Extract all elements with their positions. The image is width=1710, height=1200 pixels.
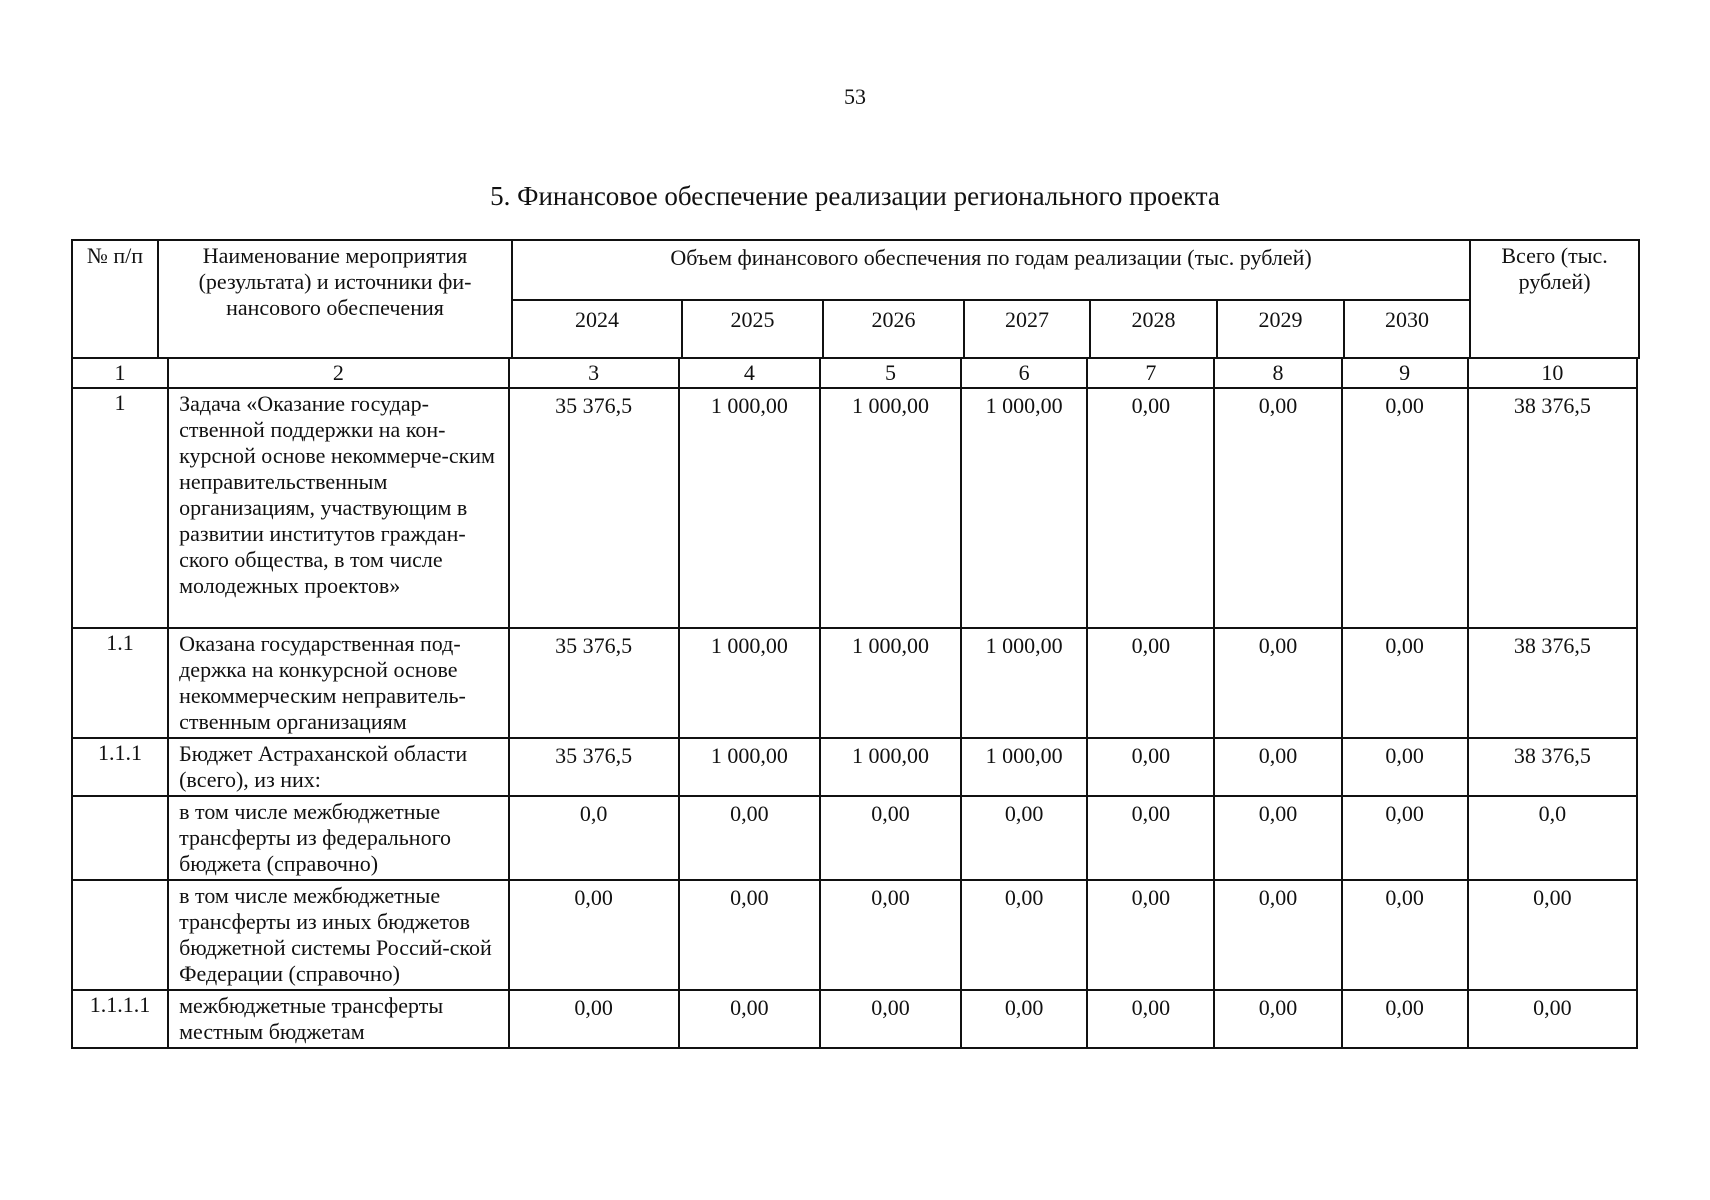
row-num: [72, 880, 168, 990]
row-value-2026: 1 000,00: [820, 628, 961, 738]
header-year: 2030: [1344, 300, 1470, 358]
table-row: [72, 628, 1637, 738]
row-total: 38 376,5: [1468, 628, 1637, 738]
column-number: 8: [1214, 358, 1341, 388]
row-name: Бюджет Астраханской области (всего), из них:: [168, 738, 508, 796]
table-row: [72, 880, 1637, 990]
table-row: [72, 738, 1637, 796]
column-number: 9: [1342, 358, 1468, 388]
row-name: в том числе межбюджетные трансферты из иных бюджетов бюджетной системы Россий-ской Федерации (справочно): [168, 880, 508, 990]
row-value-2029: 0,00: [1214, 738, 1341, 796]
row-value-2024: 0,00: [509, 880, 679, 990]
row-value-2024: 35 376,5: [509, 388, 679, 628]
row-value-2024: 0,0: [509, 796, 679, 880]
row-value-2028: 0,00: [1087, 880, 1214, 990]
row-value-2028: 0,00: [1087, 990, 1214, 1048]
row-value-2027: 1 000,00: [961, 388, 1087, 628]
row-value-2028: 0,00: [1087, 796, 1214, 880]
header-year: 2025: [682, 300, 823, 358]
row-value-2025: 1 000,00: [679, 388, 820, 628]
row-value-2029: 0,00: [1214, 990, 1341, 1048]
row-num: 1.1: [72, 628, 168, 738]
row-value-2030: 0,00: [1342, 738, 1468, 796]
row-value-2030: 0,00: [1342, 990, 1468, 1048]
row-value-2027: 1 000,00: [961, 738, 1087, 796]
row-value-2027: 0,00: [961, 796, 1087, 880]
row-value-2026: 0,00: [820, 796, 961, 880]
column-number: 5: [820, 358, 961, 388]
header-year: 2024: [512, 300, 682, 358]
column-number: 6: [961, 358, 1087, 388]
section-title: 5. Финансовое обеспечение реализации регионального проекта: [490, 181, 1220, 211]
row-value-2024: 35 376,5: [509, 738, 679, 796]
row-value-2030: 0,00: [1342, 628, 1468, 738]
row-total: 38 376,5: [1468, 388, 1637, 628]
row-name: межбюджетные трансферты местным бюджетам: [168, 990, 508, 1048]
column-number: 10: [1468, 358, 1637, 388]
row-value-2024: 35 376,5: [509, 628, 679, 738]
column-number: 3: [509, 358, 679, 388]
header-volume: Объем финансового обеспечения по годам реализации (тыс. рублей): [512, 240, 1470, 300]
row-value-2025: 0,00: [679, 990, 820, 1048]
row-num: 1.1.1: [72, 738, 168, 796]
row-value-2025: 0,00: [679, 796, 820, 880]
header-name: Наименование мероприятия (результата) и источники фи-нансового обеспечения: [158, 240, 512, 358]
row-name: Оказана государственная под-держка на конкурсной основе некоммерческим неправитель-ственным организациям: [168, 628, 508, 738]
row-value-2026: 1 000,00: [820, 738, 961, 796]
row-value-2024: 0,00: [509, 990, 679, 1048]
header-year: 2027: [964, 300, 1090, 358]
row-total: 0,0: [1468, 796, 1637, 880]
row-total: 0,00: [1468, 990, 1637, 1048]
row-num: [72, 796, 168, 880]
row-value-2029: 0,00: [1214, 880, 1341, 990]
row-value-2027: 1 000,00: [961, 628, 1087, 738]
row-value-2027: 0,00: [961, 880, 1087, 990]
table-row: [72, 796, 1637, 880]
header-year: 2028: [1090, 300, 1217, 358]
row-num: 1.1.1.1: [72, 990, 168, 1048]
column-number: 4: [679, 358, 820, 388]
page-number: 53: [844, 84, 866, 109]
table-body: [71, 357, 1638, 1049]
row-value-2029: 0,00: [1214, 388, 1341, 628]
row-value-2030: 0,00: [1342, 388, 1468, 628]
row-total: 0,00: [1468, 880, 1637, 990]
header-num: № п/п: [72, 240, 158, 358]
row-name: в том числе межбюджетные трансферты из федерального бюджета (справочно): [168, 796, 508, 880]
row-value-2025: 0,00: [679, 880, 820, 990]
row-value-2029: 0,00: [1214, 628, 1341, 738]
row-value-2030: 0,00: [1342, 796, 1468, 880]
row-num: 1: [72, 388, 168, 628]
column-number: 1: [72, 358, 168, 388]
row-value-2028: 0,00: [1087, 628, 1214, 738]
header-year: 2026: [823, 300, 964, 358]
row-value-2026: 0,00: [820, 990, 961, 1048]
row-name: Задача «Оказание государ-ственной поддержки на кон-курсной основе некоммерче-ским неправительственным организациям, участвующим в развитии институтов граждан-ского общества, в том числе молодежных проектов»: [168, 388, 508, 628]
column-number: 2: [168, 358, 508, 388]
row-value-2025: 1 000,00: [679, 628, 820, 738]
row-value-2030: 0,00: [1342, 880, 1468, 990]
header-year: 2029: [1217, 300, 1344, 358]
row-value-2028: 0,00: [1087, 388, 1214, 628]
column-number-row: [72, 358, 1637, 388]
row-value-2026: 1 000,00: [820, 388, 961, 628]
row-value-2025: 1 000,00: [679, 738, 820, 796]
row-total: 38 376,5: [1468, 738, 1637, 796]
table-row: [72, 990, 1637, 1048]
row-value-2027: 0,00: [961, 990, 1087, 1048]
column-number: 7: [1087, 358, 1214, 388]
row-value-2029: 0,00: [1214, 796, 1341, 880]
header-total: Всего (тыс. рублей): [1470, 240, 1639, 358]
row-value-2028: 0,00: [1087, 738, 1214, 796]
row-value-2026: 0,00: [820, 880, 961, 990]
table-row: [72, 388, 1637, 628]
table-header: [71, 239, 1640, 359]
